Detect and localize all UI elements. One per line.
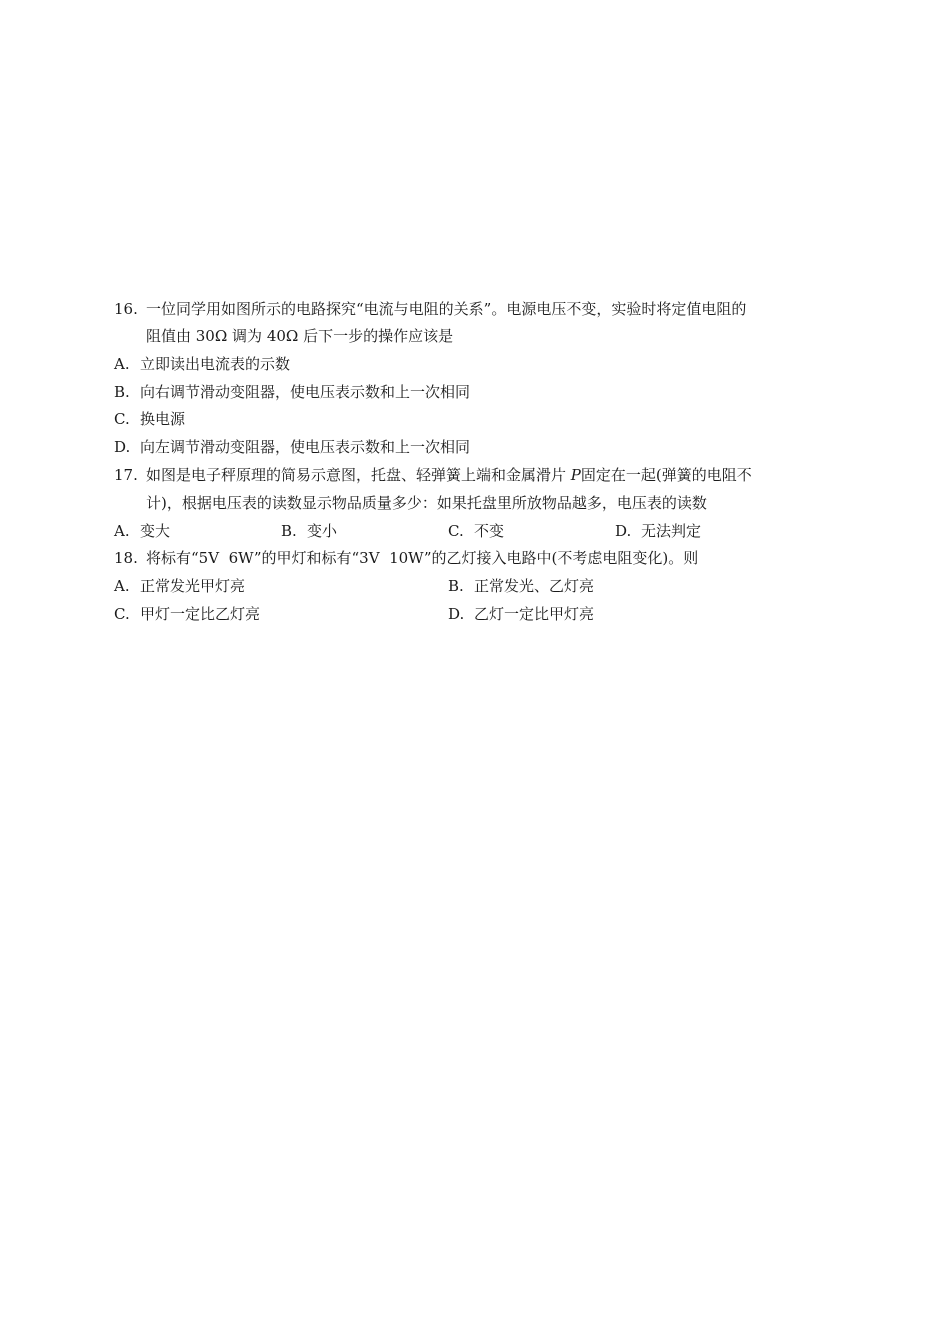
option-text: 乙灯一定比甲灯亮: [474, 605, 595, 623]
option-text: 立即读出电流表的示数: [140, 355, 291, 373]
option-text: 正常发光、乙灯亮: [474, 577, 595, 595]
q16-option-b[interactable]: [114, 382, 470, 402]
option-text: 变大: [140, 522, 171, 540]
q16-stem-text-2: 阻值由 30Ω 调为 40Ω 后下一步的操作应该是: [146, 327, 454, 345]
q18-option-c[interactable]: [114, 604, 260, 624]
q17-variable-p: P: [570, 466, 581, 484]
q16-number: 16.: [114, 300, 138, 318]
option-label: C.: [448, 522, 464, 540]
option-label: D.: [615, 522, 632, 540]
option-text: 变小: [307, 522, 338, 540]
q18-option-a[interactable]: [114, 576, 245, 596]
q17-number: 17.: [114, 466, 138, 484]
q17-stem-text-1b: 固定在一起(弹簧的电阻不: [580, 466, 752, 484]
q17-stem-line2: [146, 493, 707, 513]
option-label: C.: [114, 410, 130, 428]
option-text: 正常发光甲灯亮: [140, 577, 246, 595]
option-text: 无法判定: [641, 522, 702, 540]
option-text: 向左调节滑动变阻器，使电压表示数和上一次相同: [140, 438, 471, 456]
q16-option-c[interactable]: [114, 409, 185, 429]
q17-stem-text-2: 计)，根据电压表的读数显示物品质量多少：如果托盘里所放物品越多，电压表的读数: [146, 494, 707, 512]
q17-option-d[interactable]: [615, 521, 701, 541]
q18-stem-line1: [114, 548, 698, 568]
option-label: B.: [281, 522, 297, 540]
option-label: D.: [448, 605, 465, 623]
q16-stem-line1: [114, 299, 746, 319]
option-text: 向右调节滑动变阻器，使电压表示数和上一次相同: [140, 383, 471, 401]
q17-option-c[interactable]: [448, 521, 504, 541]
option-label: D.: [114, 438, 131, 456]
q16-option-d[interactable]: [114, 437, 470, 457]
option-label: A.: [114, 355, 130, 373]
q17-option-b[interactable]: [281, 521, 337, 541]
option-label: B.: [114, 383, 130, 401]
q18-option-d[interactable]: [448, 604, 594, 624]
q16-stem-line2: [146, 326, 453, 346]
option-text: 换电源: [140, 410, 186, 428]
q18-stem-text-1: 将标有“5V 6W”的甲灯和标有“3V 10W”的乙灯接入电路中(不考虑电阻变化)。则: [146, 549, 699, 567]
q17-stem-text-1a: 如图是电子秤原理的简易示意图，托盘、轻弹簧上端和金属滑片: [146, 466, 571, 484]
q17-stem-line1: [114, 465, 752, 485]
option-text: 甲灯一定比乙灯亮: [140, 605, 261, 623]
option-label: A.: [114, 577, 130, 595]
option-label: B.: [448, 577, 464, 595]
option-label: C.: [114, 605, 130, 623]
option-label: A.: [114, 522, 130, 540]
q18-option-b[interactable]: [448, 576, 594, 596]
option-text: 不变: [474, 522, 505, 540]
q17-option-a[interactable]: [114, 521, 170, 541]
q18-number: 18.: [114, 549, 138, 567]
q16-option-a[interactable]: [114, 354, 290, 374]
q16-stem-text-1: 一位同学用如图所示的电路探究“电流与电阻的关系”。电源电压不变，实验时将定值电阻的: [146, 300, 747, 318]
